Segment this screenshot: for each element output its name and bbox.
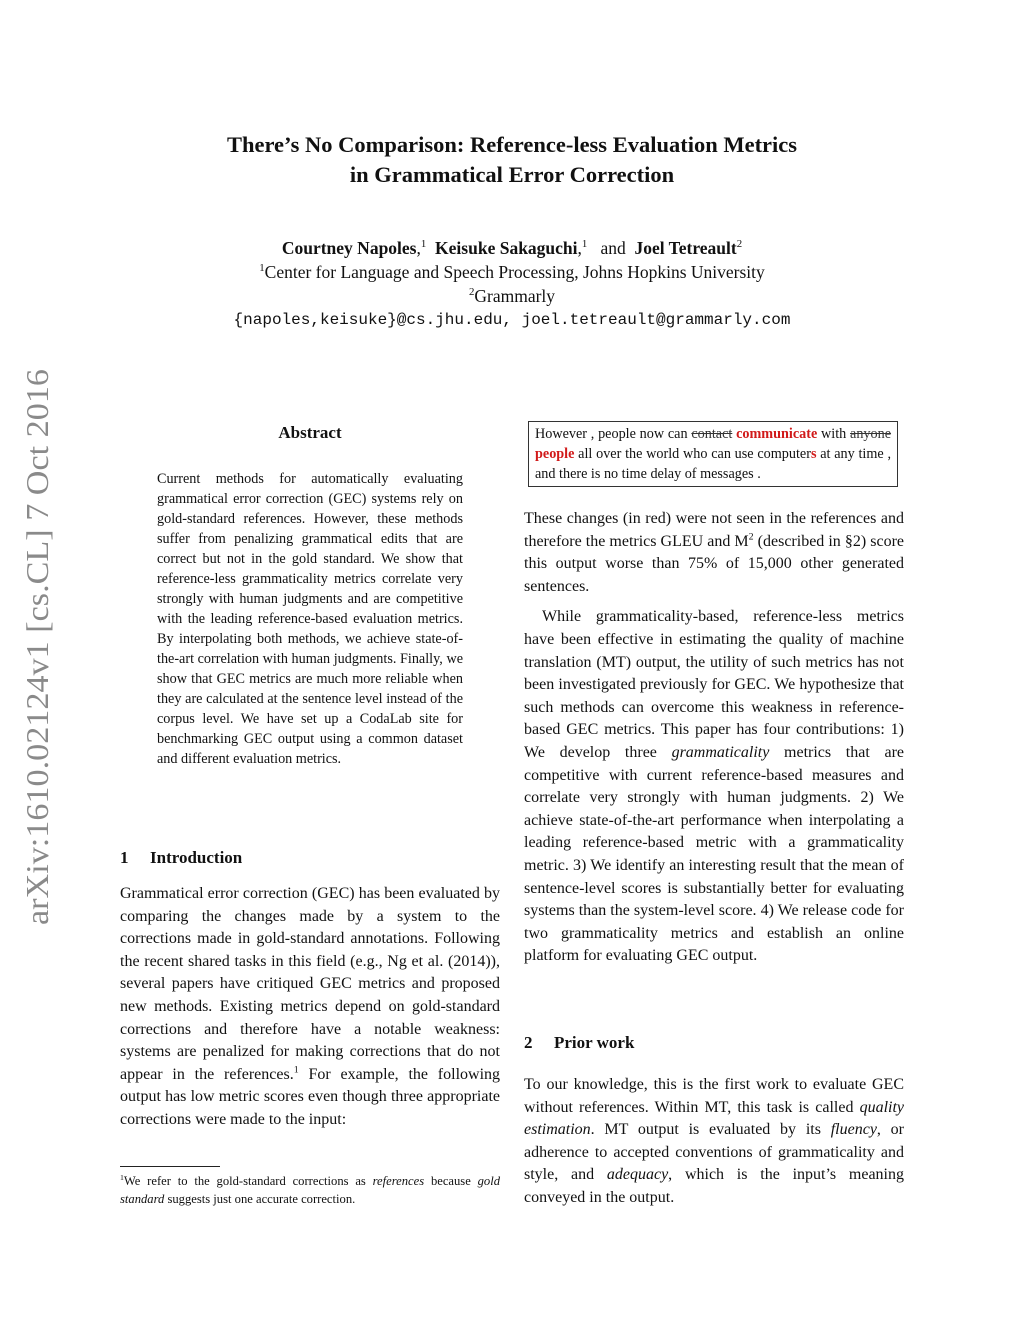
footnote-rule: [120, 1166, 220, 1167]
right-p1-part1: These changes (in red) were not seen in the references and therefore the metrics GLEU and M: [524, 510, 904, 550]
inserted-suffix: s: [810, 446, 817, 462]
author-3: Joel Tetreault: [634, 238, 737, 258]
author-names: Courtney Napoles,$^1$ Keisuke Sakaguchi,$^1$ and Joel Tetreault$^2$: [281, 238, 743, 258]
title-line-1: There’s No Comparison: Reference-less Evaluation Metrics: [226, 132, 798, 157]
prior-text-3: , or adherence to accepted conventions of grammaticality and style, and: [524, 1121, 905, 1184]
affiliation-2: [112, 284, 912, 308]
footnote-marker: 1: [293, 1064, 299, 1076]
prior-emphasis-1: quality estimation: [524, 1098, 904, 1139]
example-text-3: all over the world who can use computer: [574, 446, 811, 462]
author-block: [112, 236, 912, 332]
paper-title: [112, 130, 912, 190]
affiliation-2-mark: 2: [468, 286, 475, 299]
footnote-text-2: because: [424, 1174, 478, 1188]
right-paragraph-2: [524, 606, 904, 968]
right-p2-part2: metrics that are competitive with current reference-based measures and correlate very strongly with human judgments. 2) We achieve state-of-the-art performance when interpolating a leading reference-based metric with a grammaticality metric. 3) We identify an interesting result that the mean of sentence-level scores is substantially better for evaluating systems than the system-level score. 4) We release code for two grammaticality metrics and establish an online platform for evaluating GEC output.: [524, 743, 904, 965]
section-heading-introduction: [120, 848, 242, 868]
m2-superscript: 2: [748, 531, 754, 543]
author-and: and: [600, 238, 626, 258]
arxiv-stamp-text: arXiv:1610.02124v1 [cs.CL] 7 Oct 2016: [19, 404, 55, 925]
introduction-text: [120, 883, 500, 1132]
author-1: Courtney Napoles: [281, 238, 417, 258]
section-number: 2: [524, 1033, 533, 1052]
author-3-affil: 2: [736, 238, 743, 251]
right-p1-part2: (described in §2) score this output worse than 75% of 15,000 other generated sentences.: [524, 532, 905, 595]
intro-paragraph-part2: For example, the following output has low metric scores even though three appropriate corrections were made to the input:: [120, 1065, 501, 1128]
author-emails: {napoles,keisuke}@cs.jhu.edu, joel.tetreault@grammarly.com: [233, 311, 791, 329]
section-heading-prior-work: [524, 1033, 634, 1053]
affiliation-1: [112, 260, 912, 284]
abstract-text: Current methods for automatically evaluating grammatical error correction (GEC) systems rely on gold-standard references. However, these methods suffer from penalizing grammatical edits that are correct but not in the gold standard. We show that reference-less grammaticality metrics correlate very strongly with human judgments and are competitive with the leading reference-based evaluation metrics. By interpolating both methods, we achieve state-of-the-art correlation with human judgments. Finally, we show that GEC metrics are much more reliable when they are calculated at the sentence level instead of the corpus level. We have set up a CodaLab site for benchmarking GEC output using a common dataset and different evaluation metrics.: [157, 471, 463, 767]
inserted-word-1: communicate: [736, 426, 818, 442]
prior-emphasis-2: fluency: [830, 1121, 877, 1139]
section-title: Introduction: [150, 848, 243, 867]
arxiv-side-stamp: [16, 365, 56, 925]
title-line-2: in Grammatical Error Correction: [349, 162, 675, 187]
deleted-word-1: contact: [691, 426, 733, 442]
prior-text-1: To our knowledge, this is the first work to evaluate GEC without references. Within MT, this task is called: [524, 1076, 904, 1116]
right-paragraph-1: [524, 508, 904, 598]
affiliation-2-text: Grammarly: [474, 286, 556, 306]
prior-emphasis-3: adequacy: [606, 1166, 669, 1184]
right-p2-emphasis: grammaticality: [671, 743, 770, 761]
footnote-emphasis-2: gold standard: [120, 1174, 500, 1206]
example-text-4: at any time , and there is no time delay of messages .: [535, 446, 891, 482]
author-1-affil: 1: [420, 238, 427, 251]
example-text-2: with: [817, 426, 851, 442]
right-p2-part1: While grammaticality-based, reference-less metrics have been effective in estimating the quality of machine translation (MT) output, the utility of such metrics has not been investigated previously for GEC. We hypothesize that such methods can overcome this weakness in reference-based GEC metrics. This paper has four contributions: 1) We develop three: [524, 608, 904, 761]
footnote: [120, 1172, 500, 1208]
section-title: Prior work: [554, 1033, 635, 1052]
prior-work-text: [524, 1074, 904, 1210]
footnote-text-1: We refer to the gold-standard corrections as: [123, 1174, 373, 1188]
footnote-emphasis-1: references: [372, 1174, 425, 1188]
footnote-text-3: suggests just one accurate correction.: [164, 1192, 356, 1206]
affiliation-1-text: Center for Language and Speech Processing, Johns Hopkins University: [264, 262, 765, 282]
abstract-heading: Abstract: [278, 423, 342, 442]
example-text-1: However , people now can: [535, 426, 692, 442]
right-column-text: [524, 508, 904, 968]
footnote-number: 1: [120, 1172, 124, 1182]
section-number: 1: [120, 848, 129, 867]
inserted-word-2: people: [535, 446, 575, 462]
prior-text-2: . MT output is evaluated by its: [590, 1121, 831, 1139]
intro-paragraph-part1: Grammatical error correction (GEC) has been evaluated by comparing the changes made by a system to the corrections made in gold-standard annotations. Following the recent shared tasks in this field (e.g., Ng et al. (2014)), several papers have critiqued GEC metrics and proposed new methods. Existing metrics depend on gold-standard corrections and therefore have a notable weakness: systems are penalized for making corrections that do not appear in the references.: [120, 885, 500, 1083]
prior-text-4: , which is the input’s meaning conveyed in the output.: [524, 1166, 904, 1206]
correction-example-box: [528, 421, 898, 487]
author-2: Keisuke Sakaguchi: [435, 238, 578, 258]
author-2-affil: 1: [581, 238, 588, 251]
affiliation-1-mark: 1: [259, 262, 265, 275]
deleted-word-2: anyone: [850, 426, 892, 442]
